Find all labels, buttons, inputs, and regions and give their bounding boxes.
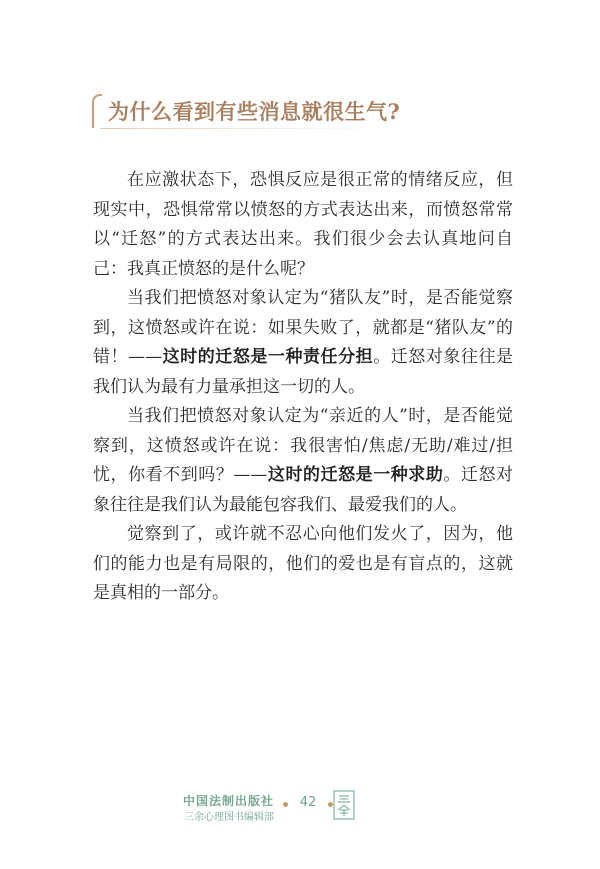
paragraph-4-text: 觉察到了，或许就不忍心向他们发火了，因为，他们的能力也是有局限的，他们的爱也是有盲点的，这就是真相的一部分。 — [93, 524, 513, 603]
heading-bracket-ornament — [92, 94, 102, 128]
paragraph-1-text: 在应激状态下，恐惧反应是很正常的情绪反应，但现实中，恐惧常常以愤怒的方式表达出来，而愤怒常常以“迁怒”的方式表达出来。我们很少会去认真地问自己：我真正愤怒的是什么呢？ — [93, 170, 513, 279]
paragraph-2 — [93, 284, 513, 402]
body-text — [93, 166, 513, 609]
page-footer — [170, 792, 370, 832]
footer-dot-left — [283, 802, 288, 807]
section-heading-block — [92, 92, 401, 134]
paragraph-3-text-a: 当我们把愤怒对象认定为“亲近的人”时，是否能觉察到，这愤怒或许在说：我很害怕/焦虑/无助/难过/担忧，你看不到吗？—— — [93, 406, 513, 485]
paragraph-3-text-b: 。迁怒对象往往是我们认为最能包容我们、最爱我们的人。 — [93, 465, 514, 515]
paragraph-2-text-a: 当我们把愤怒对象认定为“猪队友”时，是否能觉察到，这愤怒或许在说：如果失败了，就都是“猪队友”的错！—— — [93, 288, 513, 367]
paragraph-4 — [93, 520, 513, 609]
paragraph-1 — [93, 166, 513, 284]
paragraph-3 — [93, 402, 513, 520]
sanyu-seal-icon — [332, 790, 356, 820]
paragraph-3-emphasis: 这时的迁怒是一种求助 — [267, 465, 444, 485]
heading-underline — [100, 128, 380, 129]
page-number: 42 — [299, 795, 317, 810]
publisher-name: 中国法制出版社 — [182, 794, 274, 808]
section-heading: 为什么看到有些消息就很生气? — [108, 99, 401, 124]
publisher-department: 三余心理图书编辑部 — [184, 812, 274, 823]
paragraph-2-text-b: 。迁怒对象往往是我们认为最有力量承担这一切的人。 — [93, 347, 514, 397]
paragraph-2-emphasis: 这时的迁怒是一种责任分担 — [162, 347, 374, 367]
